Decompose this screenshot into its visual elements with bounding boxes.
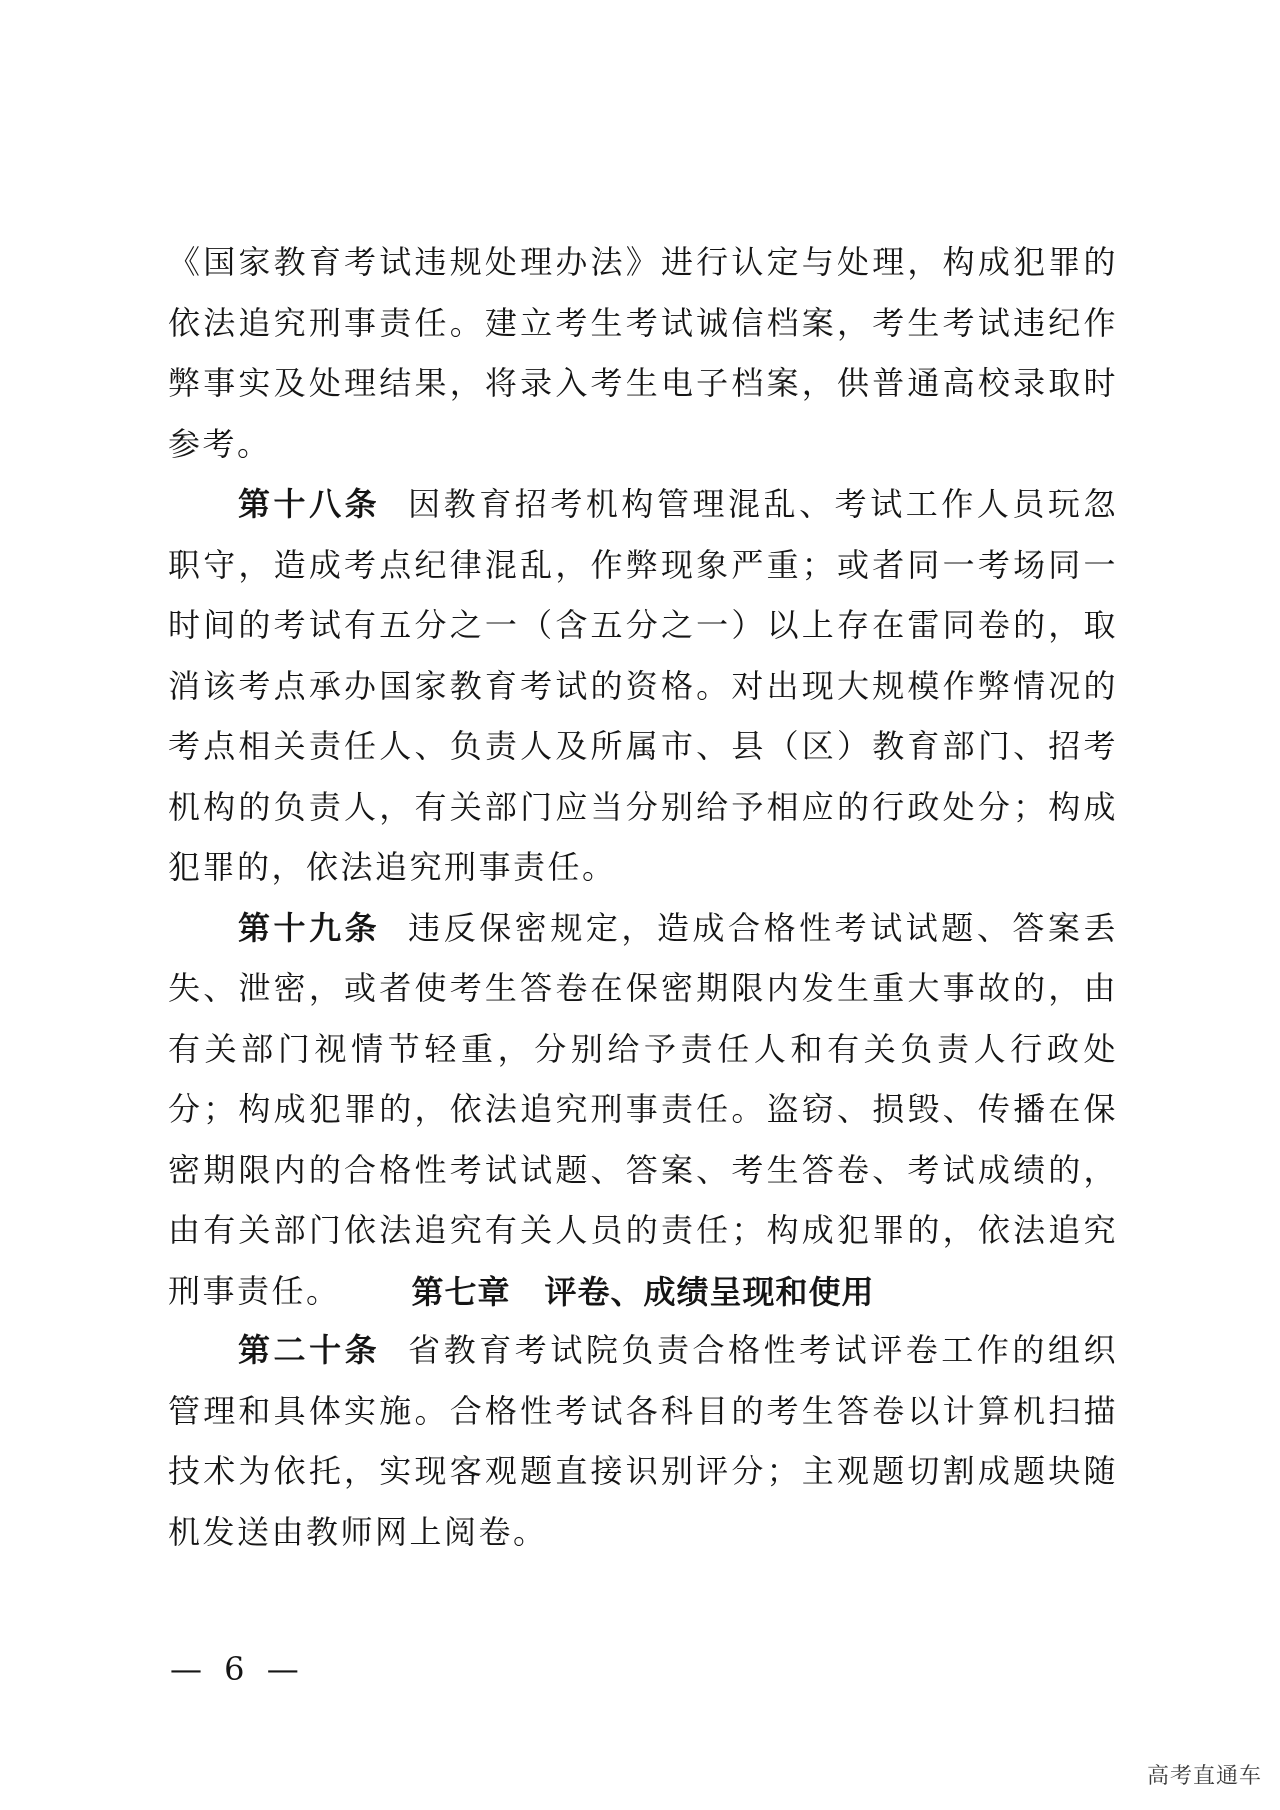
article-18 xyxy=(168,474,1118,898)
article-20-text: 省教育考试院负责合格性考试评卷工作的组织管理和具体实施。合格性考试各科目的考生答卷以计算机扫描技术为依托，实现客观题直接识别评分；主观题切割成题块随机发送由教师网上阅卷。 xyxy=(168,1331,1118,1551)
article-19-number: 第十九条 xyxy=(238,908,381,947)
article-17-continuation: 《国家教育考试违规处理办法》进行认定与处理，构成犯罪的依法追究刑事责任。建立考生考试诚信档案，考生考试违纪作弊事实及处理结果，将录入考生电子档案，供普通高校录取时参考。 xyxy=(168,243,1118,463)
chapter-7-title: 评卷、成绩呈现和使用 xyxy=(544,1273,875,1311)
article-18-text: 因教育招考机构管理混乱、考试工作人员玩忽职守，造成考点纪律混乱，作弊现象严重；或者同一考场同一时间的考试有五分之一（含五分之一）以上存在雷同卷的，取消该考点承办国家教育考试的资格。对出现大规模作弊情况的考点相关责任人、负责人及所属市、县（区）教育部门、招考机构的负责人，有关部门应当分别给予相应的行政处分；构成犯罪的，依法追究刑事责任。 xyxy=(168,485,1118,886)
body-text-lower xyxy=(168,1320,1118,1562)
article-20-number: 第二十条 xyxy=(238,1331,381,1369)
watermark-text: 高考直通车 xyxy=(1146,1764,1262,1789)
page-number: — 6 — xyxy=(170,1650,305,1688)
chapter-7-heading xyxy=(168,1262,1118,1322)
article-20 xyxy=(168,1320,1118,1562)
body-text-upper xyxy=(168,232,1118,1321)
article-19 xyxy=(168,898,1118,1322)
article-18-number: 第十八条 xyxy=(238,485,381,523)
article-19-text: 违反保密规定，造成合格性考试试题、答案丢失、泄密，或者使考生答卷在保密期限内发生重大事故的，由有关部门视情节轻重，分别给予责任人和有关负责人行政处分；构成犯罪的，依法追究刑事责任。盗窃、损毁、传播在保密期限内的合格性考试试题、答案、考生答卷、考试成绩的，由有关部门依法追究有关人员的责任；构成犯罪的，依法追究刑事责任。 xyxy=(168,908,1118,1310)
chapter-7-number: 第七章 xyxy=(411,1273,511,1311)
